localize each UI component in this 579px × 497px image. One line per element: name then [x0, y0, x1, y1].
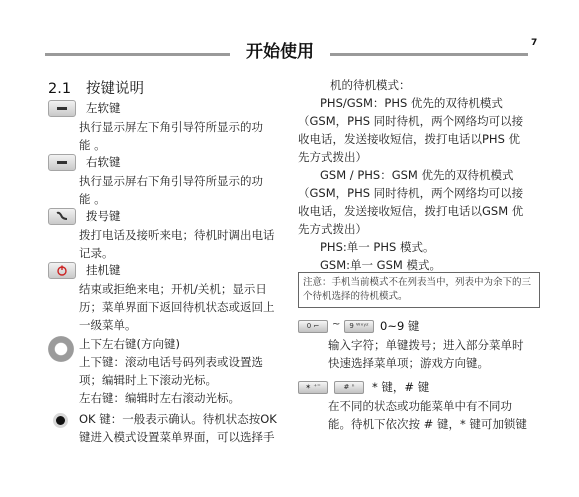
- desc-line: 历；菜单界面下返回待机状态或返回上: [79, 300, 275, 314]
- power-end-icon: [48, 262, 76, 279]
- nav-key-name: 上下左右键(方向键): [79, 337, 180, 351]
- mode-line: 收电话，发送接收短信，拨打电话以GSM 优: [298, 204, 524, 218]
- phone-call-icon: [48, 208, 76, 225]
- right-soft-key-icon: [48, 154, 76, 171]
- nav-key-desc: [79, 335, 279, 407]
- note-box: 注意：手机当前模式不在列表当中，列表中为余下的三个待机选择的待机模式。: [298, 272, 540, 308]
- desc-line: 执行显示屏右下角引导符所显示的功: [79, 174, 263, 188]
- desc-line: 执行显示屏左下角引导符所显示的功: [79, 120, 263, 134]
- mode-line: PHS/GSM：PHS 优先的双待机模式: [320, 96, 503, 110]
- mode-line: GSM:单一 GSM 模式。: [320, 258, 441, 272]
- digit-zero-key-icon: 0 ⌐: [298, 320, 328, 333]
- desc-line: 一级菜单。: [79, 318, 137, 332]
- desc-line: 在不同的状态或功能菜单中有不同功: [328, 399, 512, 413]
- page-title: 开始使用: [246, 42, 314, 62]
- desc-line: 左右键：编辑时左右滚动光标。: [79, 391, 240, 405]
- mode-line: 先方式拨出）: [298, 222, 367, 236]
- mode-line: 机的待机模式：: [330, 78, 411, 92]
- desc-line: 快速选择菜单项；游戏方向键。: [328, 356, 489, 370]
- ok-key-desc: [79, 410, 284, 446]
- section-title: 按键说明: [86, 81, 144, 97]
- end-key-desc: [79, 280, 279, 334]
- left-soft-key-icon: [48, 100, 76, 117]
- dial-key-desc: [79, 226, 279, 262]
- section-heading: [48, 77, 144, 98]
- right-soft-key-desc: [79, 172, 279, 208]
- hash-key-icon: # ⁿ: [334, 381, 364, 394]
- desc-line: 项；编辑时上下滚动光标。: [79, 373, 217, 387]
- navigation-key-icon: [48, 336, 74, 362]
- end-key-name: 挂机键: [86, 263, 121, 277]
- desc-line: 键进入模式设置菜单界面，可以选择手: [79, 430, 275, 444]
- mode-description: [298, 76, 538, 274]
- range-tilde: ~: [332, 319, 341, 330]
- mode-line: （GSM，PHS 同时待机，两个网络均可以接: [298, 186, 524, 200]
- right-soft-key-name: 右软键: [86, 155, 121, 169]
- left-soft-key-name: 左软键: [86, 101, 121, 115]
- star-hash-keys-label: * 键，# 键: [372, 380, 430, 394]
- mode-line: PHS:单一 PHS 模式。: [320, 240, 435, 254]
- desc-line: OK 键：一般表示确认。待机状态按OK: [79, 412, 277, 426]
- section-number: 2.1: [48, 81, 72, 97]
- mode-line: 收电话，发送接收短信，拨打电话以PHS 优: [298, 132, 521, 146]
- desc-line: 能。待机下依次按 # 键，* 键可加锁键: [328, 417, 527, 431]
- header-rule-left: [45, 53, 230, 56]
- desc-line: 拨打电话及接听来电；待机时调出电话: [79, 228, 275, 242]
- desc-line: 结束或拒绝来电；开机/关机；显示日: [79, 282, 267, 296]
- desc-line: 能 。: [79, 138, 106, 152]
- header-rule-right: [330, 53, 528, 56]
- star-key-icon: ✶ ⁺⁼: [298, 381, 328, 394]
- page-number: 7: [531, 38, 538, 48]
- mode-line: GSM / PHS：GSM 优先的双待机模式: [320, 168, 514, 182]
- mode-line: 先方式拨出）: [298, 150, 367, 164]
- desc-line: 能 。: [79, 192, 106, 206]
- ok-key-icon: [56, 416, 65, 425]
- desc-line: 上下键：滚动电话号码列表或设置选: [79, 355, 263, 369]
- number-keys-desc: [328, 336, 538, 372]
- desc-line: 输入字符；单键拨号；进入部分菜单时: [328, 338, 524, 352]
- left-soft-key-desc: [79, 118, 279, 154]
- star-hash-keys-desc: [328, 397, 538, 433]
- number-keys-label: 0~9 键: [380, 319, 420, 333]
- desc-line: 记录。: [79, 246, 114, 260]
- mode-line: （GSM，PHS 同时待机，两个网络均可以接: [298, 114, 524, 128]
- dial-key-name: 拨号键: [86, 209, 121, 223]
- digit-nine-key-icon: 9 ᵂˣʸᶻ: [344, 320, 374, 333]
